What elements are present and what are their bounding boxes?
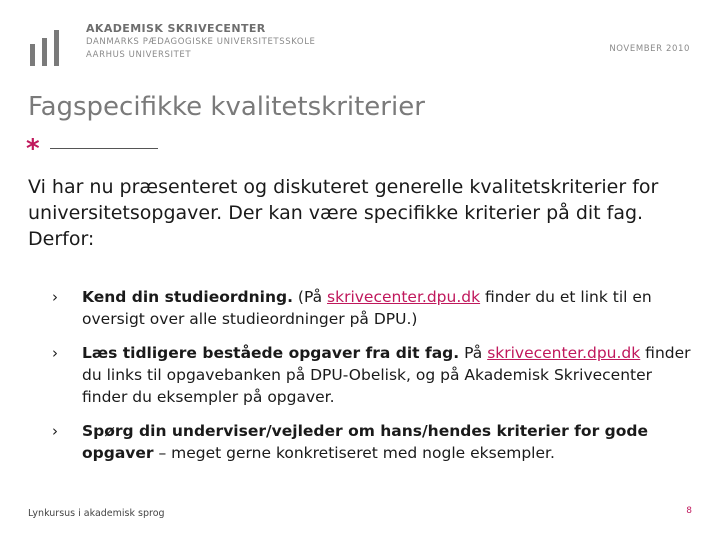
title-divider (50, 148, 158, 149)
intro-text: Vi har nu præsenteret og diskuteret generelle kvalitetskriterier for universitetsopgaver. Der kan være specifikke kriterier på dit fag. Derfor: (28, 176, 659, 250)
bullet-text: På (459, 344, 488, 362)
chevron-right-icon: › (52, 344, 58, 362)
skrivecenter-link[interactable]: skrivecenter.dpu.dk (487, 344, 641, 362)
org-line-1: DANMARKS PÆDAGOGISKE UNIVERSITETSSKOLE (86, 37, 316, 47)
university-logo-icon (28, 30, 62, 66)
header-date: NOVEMBER 2010 (609, 44, 690, 54)
bullet-text: (På (292, 288, 328, 306)
slide-title: Fagspecifikke kvalitetskriterier (28, 92, 425, 122)
bullet-item (52, 286, 692, 330)
org-name: AKADEMISK SKRIVECENTER (86, 22, 266, 35)
bullet-text: finder du et link til en oversigt over alle studieordninger på DPU.) (82, 288, 652, 328)
page-number: 8 (686, 506, 692, 516)
skrivecenter-link[interactable]: skrivecenter.dpu.dk (327, 288, 481, 306)
asterisk-icon: * (26, 134, 40, 164)
chevron-right-icon: › (52, 288, 58, 306)
bullet-text: finder du links til opgavebanken på DPU-Obelisk, og på Akademisk Skrivecenter finder du eksempler på opgaver. (82, 344, 691, 406)
bullet-text: – meget gerne konkretiseret med nogle eksempler. (153, 444, 555, 462)
organization-header (86, 22, 316, 61)
bullet-item (52, 342, 692, 408)
chevron-right-icon: › (52, 422, 58, 440)
bullet-list (52, 286, 692, 476)
bullet-bold-text: Spørg din underviser/vejleder om hans/hendes kriterier for gode opgaver (82, 422, 648, 462)
bullet-bold-text: Læs tidligere beståede opgaver fra dit fag. (82, 344, 460, 362)
bullet-bold-text: Kend din studieordning. (82, 288, 293, 306)
footer-text: Lynkursus i akademisk sprog (28, 508, 165, 519)
bullet-item (52, 420, 692, 464)
org-line-2: AARHUS UNIVERSITET (86, 50, 192, 60)
